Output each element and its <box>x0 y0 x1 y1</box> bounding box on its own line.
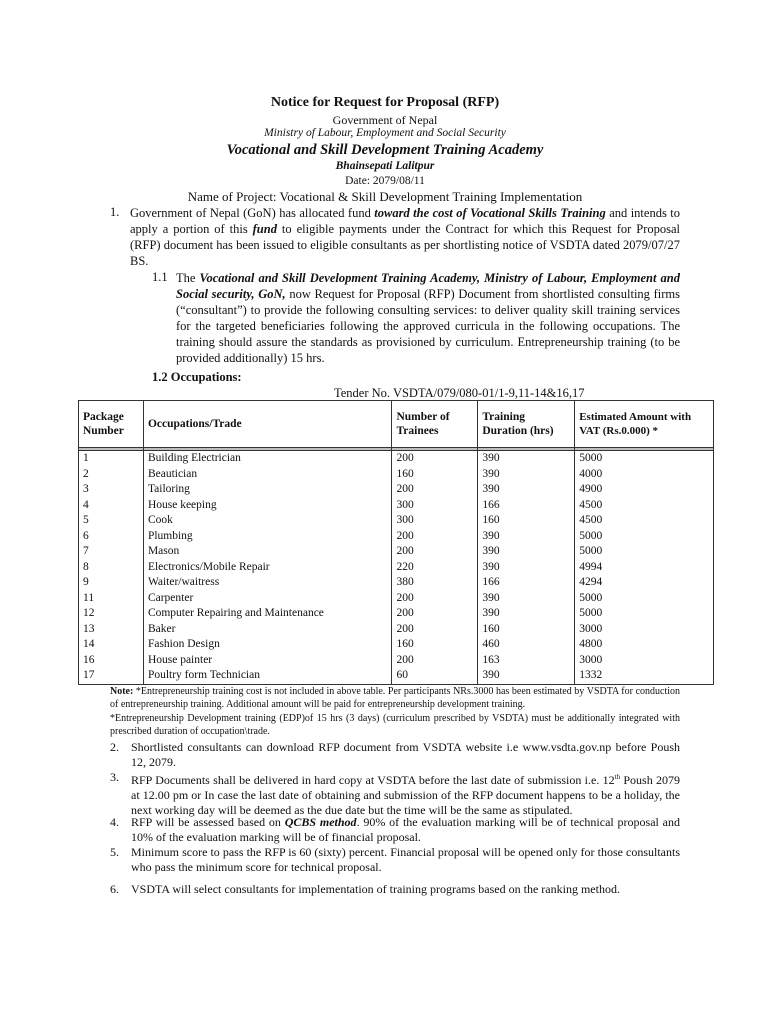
notice-title: Notice for Request for Proposal (RFP) <box>270 95 500 110</box>
trainees-cell: 200 <box>392 606 478 622</box>
date-line: Date: 2079/08/11 <box>345 175 425 187</box>
duration-cell: 390 <box>478 560 575 576</box>
duration-cell: 390 <box>478 451 575 467</box>
occupations-table <box>78 400 714 685</box>
amount-cell: 4900 <box>575 482 714 498</box>
package-number-cell: 7 <box>79 544 144 560</box>
list-item-5: 5. Minimum score to pass the RFP is 60 (sixty) percent. Financial proposal will be opened only for those consultants who pass the minimum score for technical proposal. <box>110 845 680 874</box>
trainees-cell: 160 <box>392 637 478 653</box>
package-number-cell: 2 <box>79 467 144 483</box>
amount-cell: 4500 <box>575 498 714 514</box>
trainees-cell: 380 <box>392 575 478 591</box>
header-amount: Estimated Amount with VAT (Rs.0.000) * <box>575 401 714 448</box>
amount-cell: 5000 <box>575 591 714 607</box>
note-line-2: *Entrepreneurship Development training (EDP)of 15 hrs (3 days) (curriculum prescribed by VSDTA) must be additionally integrated with prescribed duration of occupation\trade. <box>110 712 680 737</box>
table-row <box>79 622 714 638</box>
section-1-1-number: 1.1 <box>152 270 168 284</box>
package-number-cell: 6 <box>79 529 144 545</box>
amount-cell: 4994 <box>575 560 714 576</box>
note-label: Note: <box>110 686 134 697</box>
trainees-cell: 220 <box>392 560 478 576</box>
list-item-4: 4. RFP will be assessed based on QCBS method. 90% of the evaluation marking will be of technical proposal and 10% of the evaluation marking will be of financial proposal. <box>110 815 681 844</box>
section-1-1-text: The Vocational and Skill Development Training Academy, Ministry of Labour, Employment and Social security, GoN, now Request for Proposal (RFP) Document from shortlisted consulting firms (“consultant”) to provide the following consulting services: to deliver quality skill training services for the targeted beneficiaries following the approved curricula in the following occupations. The training should assure the standards as provisioned by curriculum. Entrepreneurship training (to be provided additionally) 15 hrs. <box>176 271 680 365</box>
tender-number: Tender No. VSDTA/079/080-01/1-9,11-14&16,17 <box>334 386 585 400</box>
occupation-cell: Beautician <box>143 467 392 483</box>
package-number-cell: 11 <box>79 591 144 607</box>
table-row <box>79 513 714 529</box>
table-header-row <box>79 401 714 448</box>
occupation-cell: Computer Repairing and Maintenance <box>143 606 392 622</box>
occupation-cell: Waiter/waitress <box>143 575 392 591</box>
duration-cell: 390 <box>478 529 575 545</box>
occupation-cell: House keeping <box>143 498 392 514</box>
package-number-cell: 3 <box>79 482 144 498</box>
table-row <box>79 529 714 545</box>
amount-cell: 5000 <box>575 606 714 622</box>
duration-cell: 390 <box>478 467 575 483</box>
header-package-number: Package Number <box>79 401 144 448</box>
table-row <box>79 467 714 483</box>
location-line: Bhainsepati Lalitpur <box>335 160 435 172</box>
duration-cell: 460 <box>478 637 575 653</box>
table-row <box>79 544 714 560</box>
amount-cell: 5000 <box>575 451 714 467</box>
trainees-cell: 160 <box>392 467 478 483</box>
occupation-cell: Tailoring <box>143 482 392 498</box>
academy-name: Vocational and Skill Development Training Academy <box>226 142 544 158</box>
duration-cell: 166 <box>478 575 575 591</box>
trainees-cell: 300 <box>392 513 478 529</box>
header-duration: Training Duration (hrs) <box>478 401 575 448</box>
occupation-cell: Fashion Design <box>143 637 392 653</box>
occupation-cell: Poultry form Technician <box>143 668 392 684</box>
trainees-cell: 200 <box>392 482 478 498</box>
package-number-cell: 1 <box>79 451 144 467</box>
amount-cell: 5000 <box>575 529 714 545</box>
package-number-cell: 5 <box>79 513 144 529</box>
amount-cell: 1332 <box>575 668 714 684</box>
occupation-cell: Building Electrician <box>143 451 392 467</box>
occupation-cell: Cook <box>143 513 392 529</box>
duration-cell: 160 <box>478 513 575 529</box>
section-1-2-heading: 1.2 Occupations: <box>152 370 242 384</box>
trainees-cell: 200 <box>392 451 478 467</box>
duration-cell: 390 <box>478 544 575 560</box>
amount-cell: 4500 <box>575 513 714 529</box>
trainees-cell: 200 <box>392 591 478 607</box>
occupation-cell: House painter <box>143 653 392 669</box>
table-row <box>79 560 714 576</box>
section-1-text: Government of Nepal (GoN) has allocated fund toward the cost of Vocational Skills Training and intends to apply a portion of this fund to eligible payments under the Contract for which this Request for Proposal (RFP) document has been issued to eligible consultants as per shortlisting notice of VSDTA dated 2079/07/27 BS. <box>130 206 680 268</box>
table-row <box>79 451 714 467</box>
package-number-cell: 17 <box>79 668 144 684</box>
table-row <box>79 606 714 622</box>
duration-cell: 166 <box>478 498 575 514</box>
trainees-cell: 200 <box>392 529 478 545</box>
occupation-cell: Plumbing <box>143 529 392 545</box>
amount-cell: 3000 <box>575 653 714 669</box>
occupation-cell: Electronics/Mobile Repair <box>143 560 392 576</box>
table-row <box>79 653 714 669</box>
table-row <box>79 575 714 591</box>
duration-cell: 390 <box>478 591 575 607</box>
amount-cell: 3000 <box>575 622 714 638</box>
table-row <box>79 668 714 684</box>
duration-cell: 163 <box>478 653 575 669</box>
package-number-cell: 8 <box>79 560 144 576</box>
package-number-cell: 16 <box>79 653 144 669</box>
trainees-cell: 200 <box>392 653 478 669</box>
section-1-number: 1. <box>110 205 120 219</box>
occupation-cell: Baker <box>143 622 392 638</box>
header-trainees: Number of Trainees <box>392 401 478 448</box>
amount-cell: 4294 <box>575 575 714 591</box>
package-number-cell: 12 <box>79 606 144 622</box>
note-line-1: *Entrepreneurship training cost is not included in above table. Per participants NRs.3000 has been estimated by VSDTA for conduction of entrepreneurship training. Additional amount will be paid for entrepreneurship development training. <box>110 686 680 711</box>
trainees-cell: 200 <box>392 544 478 560</box>
amount-cell: 4800 <box>575 637 714 653</box>
list-item-2: 2. Shortlisted consultants can download RFP document from VSDTA website i.e www.vsdta.gov.np before Poush 12, 2079. <box>110 740 680 769</box>
trainees-cell: 300 <box>392 498 478 514</box>
occupation-cell: Mason <box>143 544 392 560</box>
amount-cell: 4000 <box>575 467 714 483</box>
list-item-3: 3. RFP Documents shall be delivered in hard copy at VSDTA before the last date of submission i.e. 12th Poush 2079 at 12.00 pm or In case the last date of obtaining and submission of the RFP document happens to be a holiday, the next working day will be deemed as the due date but the time will be the same as stipulated. <box>110 770 681 817</box>
occupation-cell: Carpenter <box>143 591 392 607</box>
list-item-6: 6. VSDTA will select consultants for implementation of training programs based on the ranking method. <box>110 882 620 896</box>
table-body <box>79 448 714 685</box>
duration-cell: 390 <box>478 482 575 498</box>
header-occupation: Occupations/Trade <box>143 401 392 448</box>
package-number-cell: 14 <box>79 637 144 653</box>
table-row <box>79 482 714 498</box>
table-row <box>79 498 714 514</box>
trainees-cell: 60 <box>392 668 478 684</box>
duration-cell: 390 <box>478 668 575 684</box>
table-row <box>79 591 714 607</box>
ministry-line: Ministry of Labour, Employment and Social Security <box>264 127 506 139</box>
package-number-cell: 13 <box>79 622 144 638</box>
table-row <box>79 637 714 653</box>
package-number-cell: 9 <box>79 575 144 591</box>
package-number-cell: 4 <box>79 498 144 514</box>
government-line: Government of Nepal <box>332 113 438 127</box>
duration-cell: 160 <box>478 622 575 638</box>
project-name: Name of Project: Vocational & Skill Development Training Implementation <box>187 189 583 204</box>
trainees-cell: 200 <box>392 622 478 638</box>
table-note <box>110 685 680 738</box>
amount-cell: 5000 <box>575 544 714 560</box>
duration-cell: 390 <box>478 606 575 622</box>
